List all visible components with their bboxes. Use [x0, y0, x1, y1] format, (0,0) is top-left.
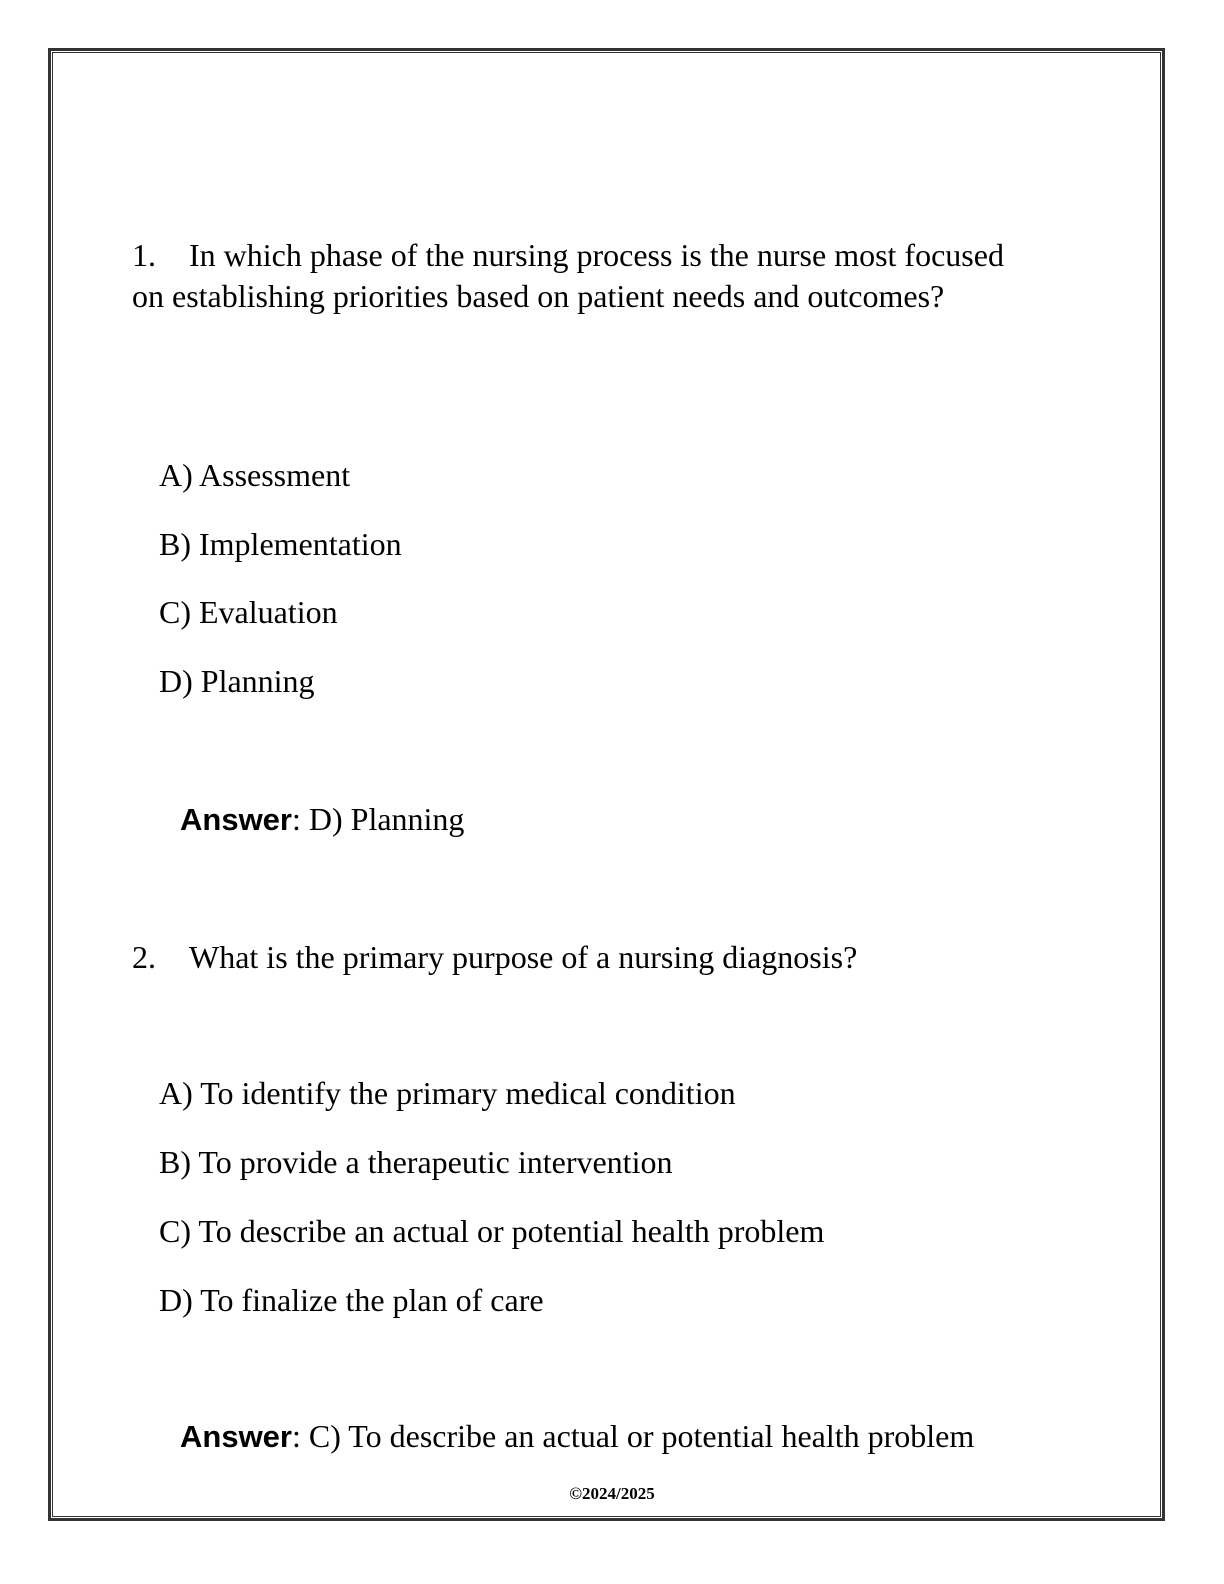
- option-c: C) Evaluation: [159, 594, 338, 630]
- question-text: What is the primary purpose of a nursing diagnosis?: [189, 939, 858, 975]
- question-2: [132, 937, 1032, 978]
- answer-1: [180, 799, 464, 840]
- option-a: A) To identify the primary medical condition: [159, 1075, 736, 1111]
- answer-text: : D) Planning: [291, 801, 465, 837]
- copyright-footer: ©2024/2025: [569, 1484, 655, 1503]
- option-b: B) Implementation: [159, 526, 402, 562]
- option-b: B) To provide a therapeutic intervention: [159, 1144, 673, 1180]
- answer-2: [180, 1416, 974, 1457]
- question-1: [132, 235, 1032, 317]
- answer-label: Answer: [180, 802, 292, 837]
- option-c: C) To describe an actual or potential health problem: [159, 1213, 825, 1249]
- question-number: 1.: [132, 237, 156, 273]
- option-d: D) Planning: [159, 663, 315, 699]
- option-d: D) To finalize the plan of care: [159, 1282, 544, 1318]
- answer-text: : C) To describe an actual or potential health problem: [291, 1418, 975, 1454]
- option-a: A) Assessment: [159, 457, 351, 493]
- question-number: 2.: [132, 939, 156, 975]
- answer-label: Answer: [180, 1419, 292, 1454]
- question-text: In which phase of the nursing process is the nurse most focused on establishing priorities based on patient needs and outcomes?: [132, 237, 1004, 314]
